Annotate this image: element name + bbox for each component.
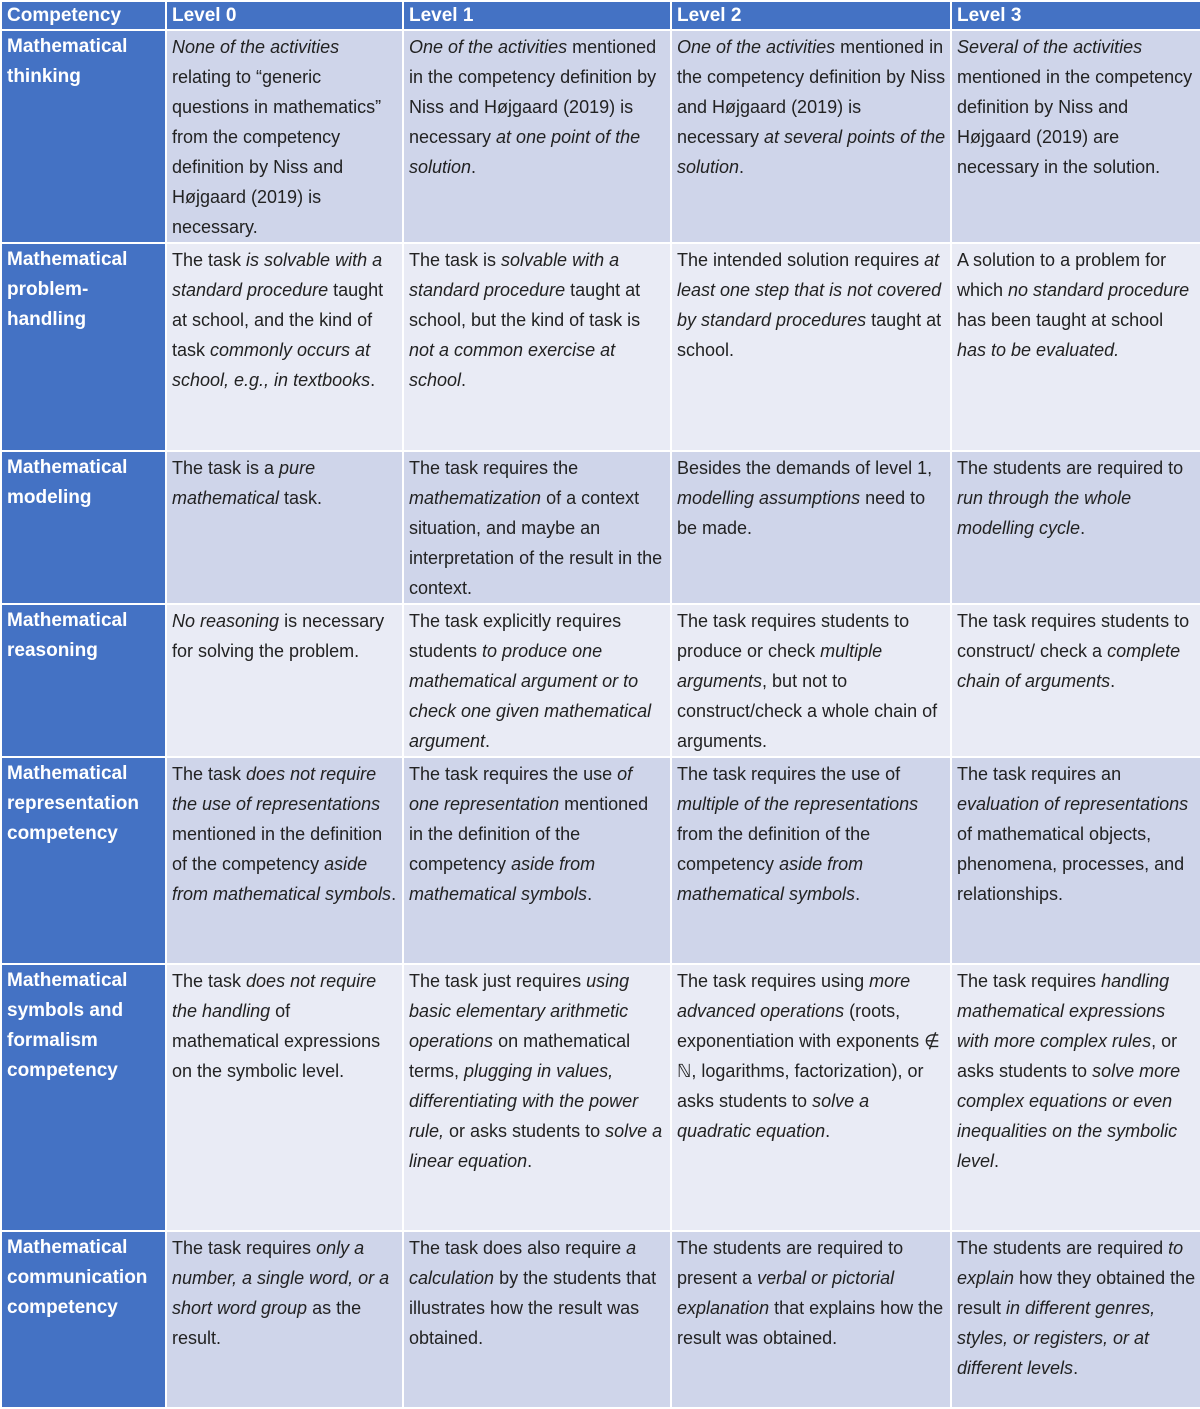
emphasized-text: aside from mathematical symbols: [677, 854, 864, 904]
emphasized-text: verbal or pictorial explanation: [677, 1268, 895, 1318]
emphasized-text: modelling assumptions: [677, 488, 861, 508]
header-level-1: Level 1: [403, 1, 671, 30]
level-2-cell: [671, 30, 951, 243]
emphasized-text: at several points of the solution: [677, 127, 946, 177]
emphasized-text: mathematization: [409, 488, 542, 508]
cell-text: mentioned in the competency definition by Niss and Højgaard (2019) is necessary: [677, 37, 946, 147]
emphasized-text: does not require the handling: [172, 971, 377, 1021]
cell-text: that explains how the result was obtained.: [677, 1298, 944, 1348]
emphasized-text: One of the activities: [409, 37, 568, 57]
level-2-cell: [671, 964, 951, 1231]
table-row: [1, 604, 1200, 757]
cell-text: The task explicitly requires students: [409, 611, 622, 661]
header-row: [1, 1, 1200, 30]
cell-text: The task requires the: [409, 458, 579, 478]
competency-name: Mathematical problem-handling: [1, 243, 166, 451]
emphasized-text: has to be evaluated.: [957, 340, 1120, 360]
emphasized-text: aside from mathematical symbols: [409, 854, 596, 904]
cell-text: .: [527, 1151, 533, 1171]
level-3-cell: [951, 451, 1200, 604]
emphasized-text: more advanced operations: [677, 971, 911, 1021]
emphasized-text: solvable with a standard procedure: [409, 250, 620, 300]
level-2-cell: [671, 451, 951, 604]
emphasized-text: not a common exercise at school: [409, 340, 616, 390]
cell-text: .: [1080, 518, 1086, 538]
emphasized-text: using basic elementary arithmetic operations: [409, 971, 630, 1051]
emphasized-text: solve a quadratic equation: [677, 1091, 870, 1141]
level-3-cell: [951, 1231, 1200, 1408]
cell-text: how they obtained the result: [957, 1268, 1196, 1318]
cell-text: by the students that illustrates how the result was obtained.: [409, 1268, 657, 1348]
level-1-cell: [403, 30, 671, 243]
emphasized-text: multiple arguments: [677, 641, 883, 691]
cell-text: The task requires students to construct/ check a: [957, 611, 1190, 661]
header-level-0: Level 0: [166, 1, 403, 30]
cell-text: The students are required to: [957, 458, 1184, 478]
level-0-cell: [166, 757, 403, 964]
cell-text: The students are required: [957, 1238, 1169, 1258]
level-1-cell: [403, 757, 671, 964]
emphasized-text: None of the activities: [172, 37, 340, 57]
cell-text: .: [485, 731, 491, 751]
cell-text: task.: [279, 488, 323, 508]
cell-text: .: [855, 884, 861, 904]
cell-text: The students are required to present a: [677, 1238, 904, 1288]
emphasized-text: multiple of the representations: [677, 794, 919, 814]
cell-text: A solution to a problem for which: [957, 250, 1167, 300]
cell-text: from the definition of the competency: [677, 824, 871, 874]
cell-text: is necessary for solving the problem.: [172, 611, 385, 661]
emphasized-text: in different genres, styles, or registers, or at different levels: [957, 1298, 1156, 1378]
level-3-cell: [951, 30, 1200, 243]
table-row: [1, 243, 1200, 451]
table-row: [1, 451, 1200, 604]
level-0-cell: [166, 243, 403, 451]
level-0-cell: [166, 604, 403, 757]
cell-text: .: [1110, 671, 1116, 691]
cell-text: as the result.: [172, 1298, 362, 1348]
emphasized-text: handling mathematical expressions with more complex rules: [957, 971, 1170, 1051]
cell-text: of mathematical objects, phenomena, processes, and relationships.: [957, 824, 1185, 904]
emphasized-text: of one representation: [409, 764, 633, 814]
emphasized-text: Several of the activities: [957, 37, 1143, 57]
cell-text: taught at school.: [677, 310, 942, 360]
level-1-cell: [403, 451, 671, 604]
cell-text: mentioned in the definition of the competency: [172, 824, 383, 874]
cell-text: .: [994, 1151, 1000, 1171]
emphasized-text: complete chain of arguments: [957, 641, 1181, 691]
emphasized-text: plugging in values, differentiating with the power rule,: [409, 1061, 639, 1141]
header-competency: Competency: [1, 1, 166, 30]
cell-text: , or asks students to: [957, 1031, 1178, 1081]
cell-text: has been taught at school: [957, 310, 1164, 330]
level-0-cell: [166, 964, 403, 1231]
cell-text: .: [370, 370, 376, 390]
emphasized-text: at least one step that is not covered by standard procedures: [677, 250, 942, 330]
cell-text: or asks students to: [444, 1121, 606, 1141]
emphasized-text: solve a linear equation: [409, 1121, 663, 1171]
cell-text: .: [471, 157, 477, 177]
competency-name: Mathematical communication competency: [1, 1231, 166, 1408]
level-3-cell: [951, 243, 1200, 451]
level-1-cell: [403, 243, 671, 451]
emphasized-text: does not require the use of representations: [172, 764, 381, 814]
emphasized-text: One of the activities: [677, 37, 836, 57]
level-1-cell: [403, 604, 671, 757]
level-3-cell: [951, 757, 1200, 964]
cell-text: taught at school, and the kind of task: [172, 280, 384, 360]
cell-text: on mathematical terms,: [409, 1031, 631, 1081]
emphasized-text: solve more complex equations or even inequalities on the symbolic level: [957, 1061, 1181, 1171]
level-0-cell: [166, 451, 403, 604]
competency-name: Mathematical symbols and formalism competency: [1, 964, 166, 1231]
cell-text: taught at school, but the kind of task is: [409, 280, 641, 330]
level-2-cell: [671, 604, 951, 757]
cell-text: The task is a: [172, 458, 280, 478]
emphasized-text: aside from mathematical symbols: [172, 854, 392, 904]
table-row: [1, 1231, 1200, 1408]
level-0-cell: [166, 1231, 403, 1408]
cell-text: of mathematical expressions on the symbolic level.: [172, 1001, 381, 1081]
emphasized-text: only a number, a single word, or a short word group: [172, 1238, 390, 1318]
level-2-cell: [671, 1231, 951, 1408]
level-2-cell: [671, 757, 951, 964]
cell-text: The intended solution requires: [677, 250, 925, 270]
cell-text: The task requires using: [677, 971, 870, 991]
emphasized-text: run through the whole modelling cycle: [957, 488, 1132, 538]
cell-text: need to be made.: [677, 488, 926, 538]
cell-text: mentioned in the competency definition by Niss and Højgaard (2019) is necessary: [409, 37, 657, 147]
emphasized-text: No reasoning: [172, 611, 280, 631]
cell-text: The task: [172, 971, 247, 991]
cell-text: (roots, exponentiation with exponents ∉ ℕ, logarithms, factorization), or asks students to: [677, 1001, 940, 1111]
cell-text: .: [587, 884, 593, 904]
level-3-cell: [951, 604, 1200, 757]
cell-text: The task: [172, 764, 247, 784]
level-1-cell: [403, 1231, 671, 1408]
level-1-cell: [403, 964, 671, 1231]
cell-text: The task just requires: [409, 971, 587, 991]
emphasized-text: a calculation: [409, 1238, 637, 1288]
cell-text: .: [739, 157, 745, 177]
header-level-3: Level 3: [951, 1, 1200, 30]
competency-name: Mathematical reasoning: [1, 604, 166, 757]
level-3-cell: [951, 964, 1200, 1231]
level-2-cell: [671, 243, 951, 451]
cell-text: relating to “generic questions in mathematics” from the competency definition by Niss and Højgaard (2019) is necessary.: [172, 67, 382, 237]
cell-text: , but not to construct/check a whole chain of arguments.: [677, 671, 938, 751]
cell-text: .: [461, 370, 467, 390]
competency-name: Mathematical representation competency: [1, 757, 166, 964]
cell-text: mentioned in the competency definition by Niss and Højgaard (2019) are necessary in the solution.: [957, 67, 1193, 177]
emphasized-text: to explain: [957, 1238, 1184, 1288]
cell-text: Besides the demands of level 1,: [677, 458, 933, 478]
cell-text: The task: [172, 250, 247, 270]
cell-text: .: [825, 1121, 831, 1141]
level-0-cell: [166, 30, 403, 243]
cell-text: The task does also require: [409, 1238, 627, 1258]
cell-text: The task requires the use: [409, 764, 618, 784]
cell-text: .: [391, 884, 397, 904]
cell-text: The task requires the use of: [677, 764, 901, 784]
competency-name: Mathematical modeling: [1, 451, 166, 604]
cell-text: The task is: [409, 250, 502, 270]
cell-text: .: [1073, 1358, 1079, 1378]
cell-text: The task requires: [957, 971, 1102, 991]
emphasized-text: pure mathematical: [172, 458, 316, 508]
header-level-2: Level 2: [671, 1, 951, 30]
table-body: [1, 30, 1200, 1408]
table-row: [1, 757, 1200, 964]
competency-name: Mathematical thinking: [1, 30, 166, 243]
table-row: [1, 964, 1200, 1231]
cell-text: mentioned in the definition of the competency: [409, 794, 649, 874]
emphasized-text: to produce one mathematical argument or to check one given mathematical argument: [409, 641, 652, 751]
cell-text: of a context situation, and maybe an interpretation of the result in the context.: [409, 488, 663, 598]
emphasized-text: is solvable with a standard procedure: [172, 250, 383, 300]
emphasized-text: at one point of the solution: [409, 127, 641, 177]
cell-text: The task requires an: [957, 764, 1122, 784]
emphasized-text: no standard procedure: [1008, 280, 1190, 300]
table-row: [1, 30, 1200, 243]
emphasized-text: commonly occurs at school, e.g., in textbooks: [172, 340, 371, 390]
cell-text: The task requires students to produce or check: [677, 611, 910, 661]
cell-text: The task requires: [172, 1238, 317, 1258]
emphasized-text: evaluation of representations: [957, 794, 1189, 814]
